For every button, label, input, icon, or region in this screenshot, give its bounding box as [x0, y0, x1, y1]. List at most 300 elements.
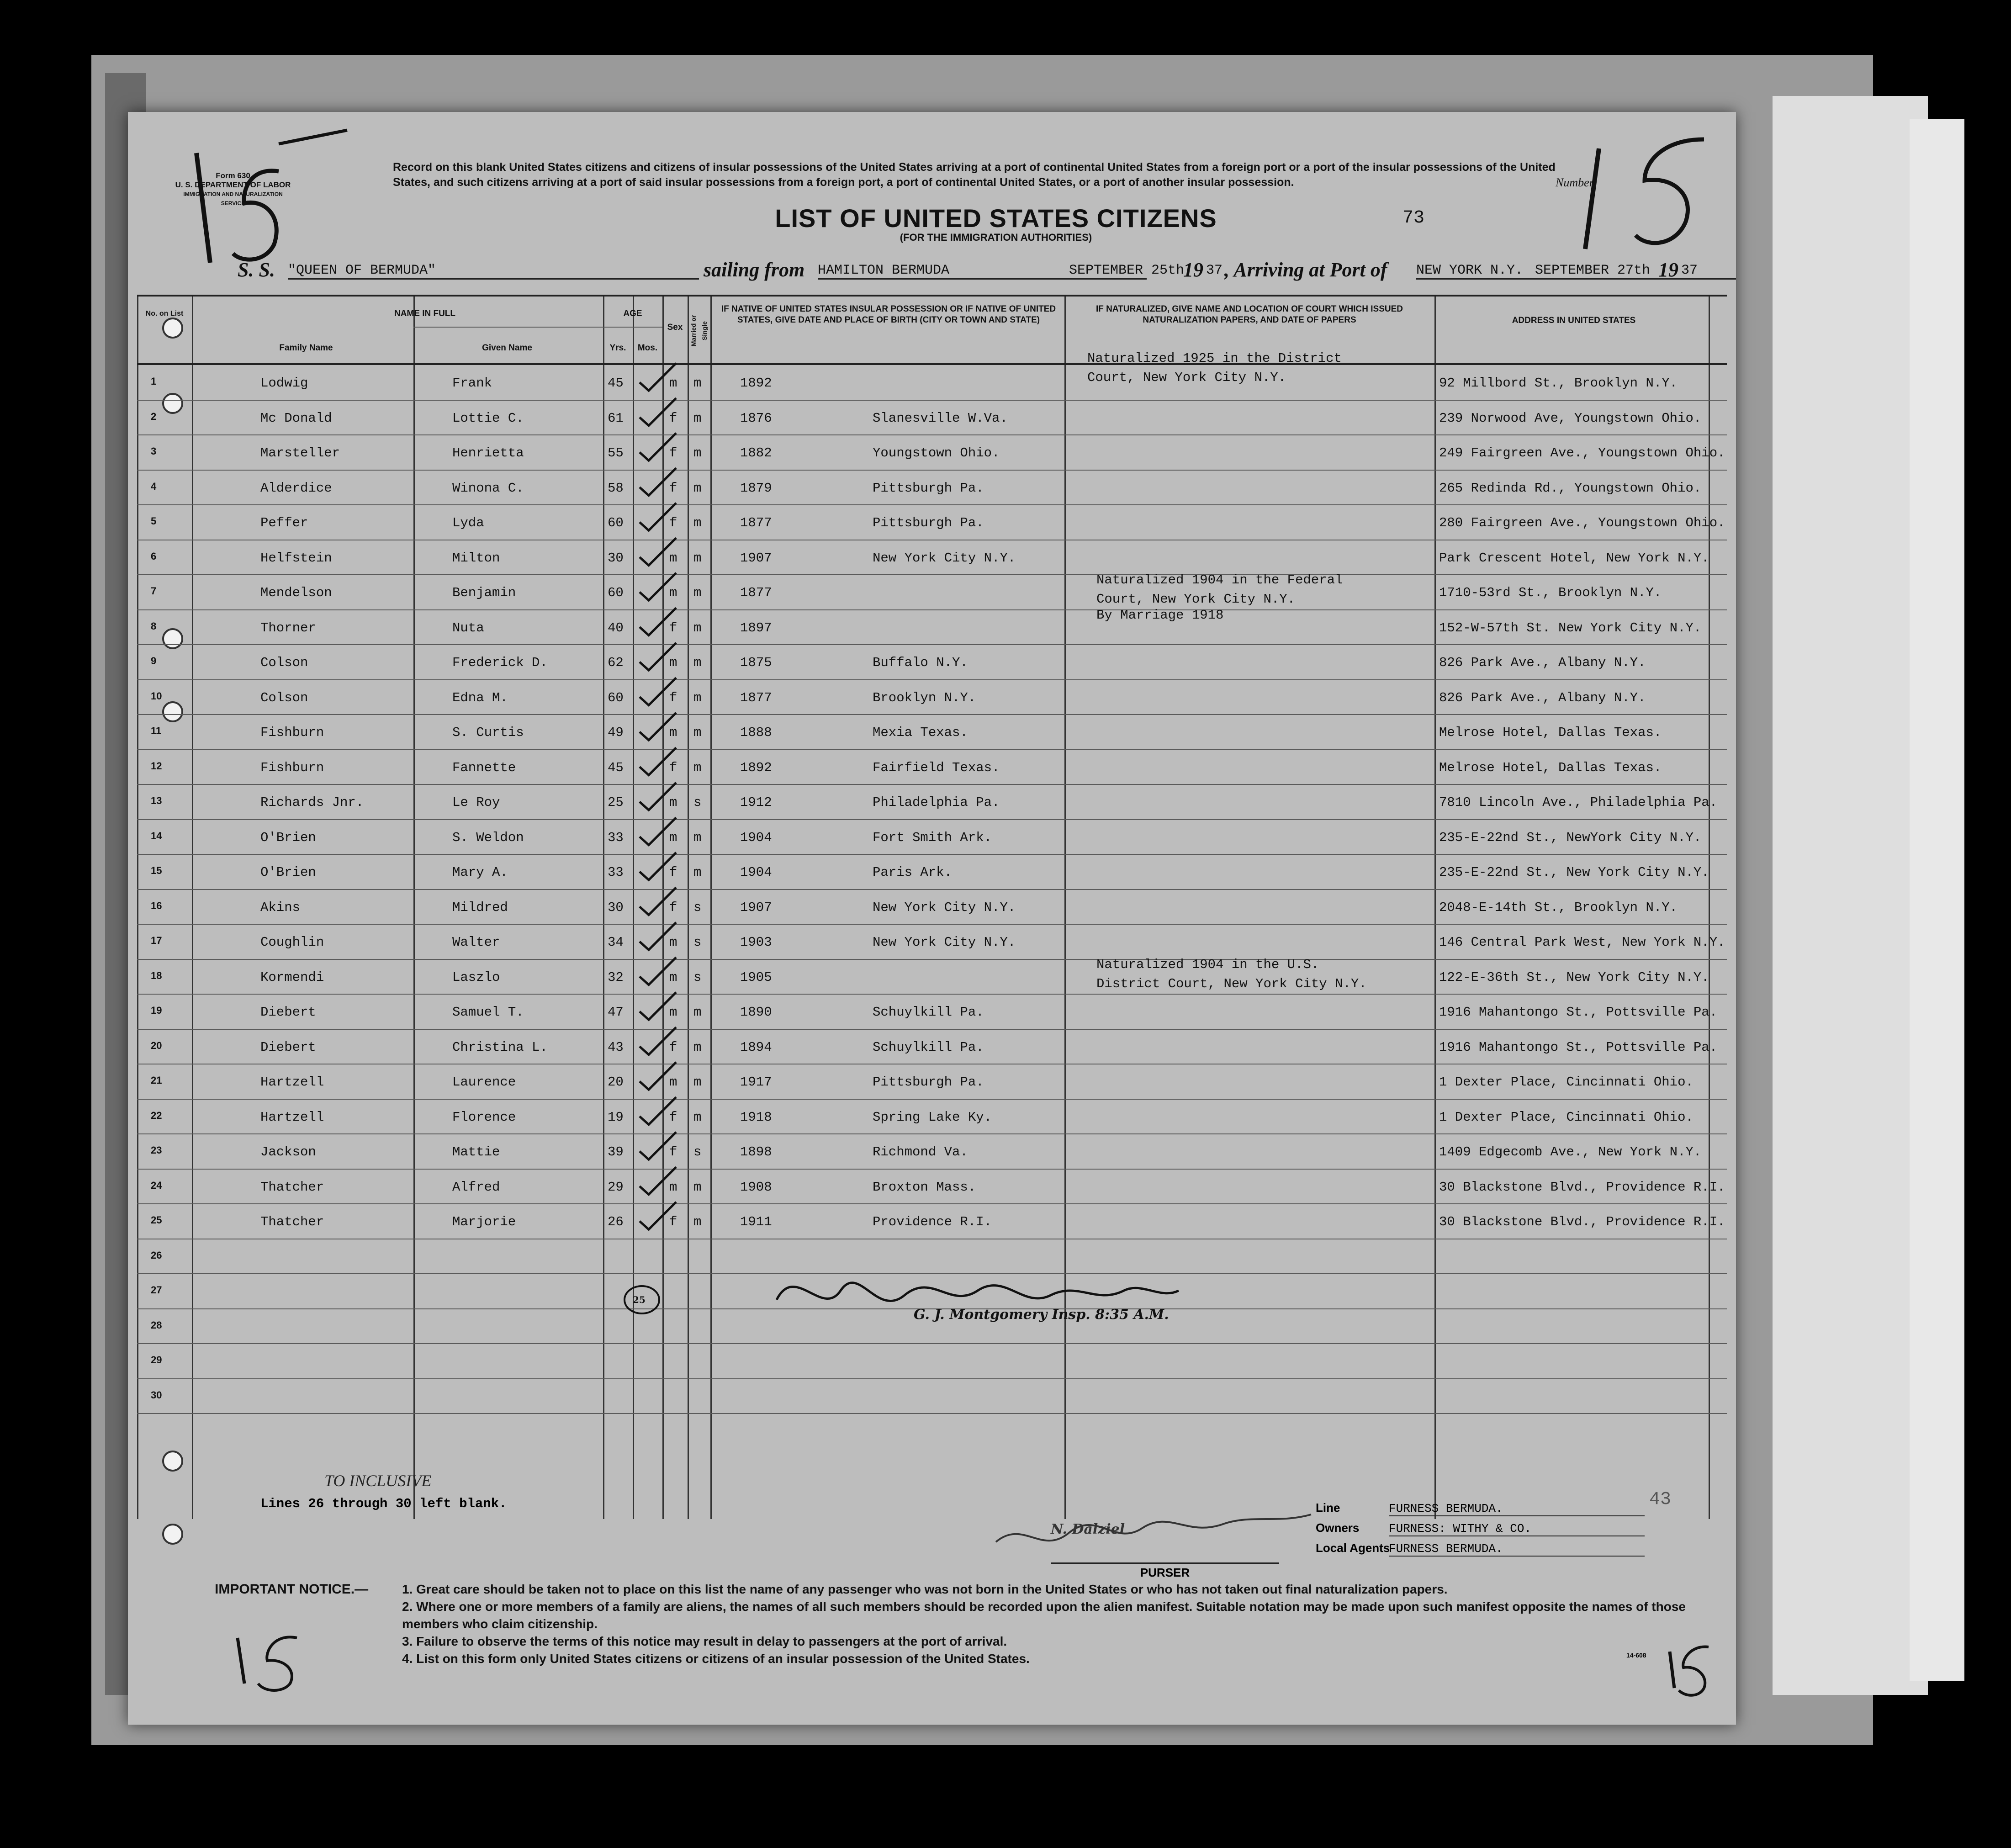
cell-ms: m [693, 1109, 702, 1125]
cell-sex: m [669, 1005, 677, 1020]
cell-year: 1892 [740, 760, 772, 775]
cell-address: 122-E-36th St., New York City N.Y. [1439, 969, 1709, 985]
pencil-number-stroke [233, 171, 279, 259]
col-header-family-name: Family Name [279, 343, 333, 353]
col-header-mos: Mos. [637, 343, 658, 353]
cell-address: 239 Norwood Ave, Youngstown Ohio. [1439, 410, 1702, 426]
cell-year: 1877 [740, 690, 772, 705]
cell-ms: m [693, 865, 702, 880]
cell-given: Winona C. [452, 480, 524, 496]
cell-family: Thatcher [260, 1179, 324, 1195]
form-code: 14-608 [1626, 1652, 1646, 1659]
cell-address: 1710-53rd St., Brooklyn N.Y. [1439, 585, 1662, 600]
cell-given: Walter [452, 935, 500, 950]
cell-year: 1904 [740, 830, 772, 845]
cell-place: Fort Smith Ark. [873, 830, 992, 845]
cell-ms: m [693, 1214, 702, 1229]
cell-family: Colson [260, 655, 308, 670]
cell-family: Thatcher [260, 1214, 324, 1229]
naturalization-note: Naturalized 1904 in the Federal Court, New York City N.Y. [1096, 572, 1343, 607]
cell-year: 1894 [740, 1039, 772, 1055]
cell-ms: m [693, 445, 702, 461]
cell-age: 30 [608, 900, 624, 915]
cell-place: Spring Lake Ky. [873, 1109, 992, 1125]
cell-age: 26 [608, 1214, 624, 1229]
cell-given: Marjorie [452, 1214, 516, 1229]
cell-place: Slanesville W.Va. [873, 410, 1008, 426]
page-title: LIST OF UNITED STATES CITIZENS [775, 204, 1217, 233]
cell-family: Colson [260, 690, 308, 705]
col-header-age: AGE [623, 309, 642, 318]
cell-family: Marsteller [260, 445, 340, 461]
cell-family: O'Brien [260, 830, 316, 845]
check-mark [640, 888, 676, 915]
departure-year: 37 [1206, 263, 1223, 278]
ship-name: "QUEEN OF BERMUDA" [288, 263, 699, 280]
cell-ms: m [693, 760, 702, 775]
check-mark [640, 818, 676, 845]
inspector-signature-text: G. J. Montgomery Insp. 8:35 A.M. [914, 1307, 1169, 1323]
purser-signature-text: N. Dalziel [1051, 1521, 1125, 1537]
service-name: IMMIGRATION AND NATURALIZATION SERVICE [183, 191, 283, 207]
number-label: Number [1556, 176, 1594, 189]
page-edge-right-outer [1910, 119, 1964, 1681]
pencil-number-stroke [196, 153, 210, 263]
arrival-date: SEPTEMBER 27th [1535, 263, 1651, 278]
cell-address: Melrose Hotel, Dallas Texas. [1439, 725, 1662, 740]
cell-family: Fishburn [260, 725, 324, 740]
cell-given: Mildred [452, 900, 508, 915]
purser-label: PURSER [1051, 1562, 1279, 1580]
cell-given: Mattie [452, 1144, 500, 1160]
pencil-number-stroke [1679, 1647, 1709, 1695]
cell-age: 45 [608, 376, 624, 391]
cell-year: 1877 [740, 515, 772, 530]
cell-sex: m [669, 830, 677, 845]
cell-no: 4 [151, 480, 157, 492]
cell-year: 1904 [740, 865, 772, 880]
cell-no: 30 [151, 1389, 162, 1401]
cell-sex: f [669, 690, 677, 705]
cell-no: 8 [151, 620, 157, 632]
cell-age: 19 [608, 1109, 624, 1125]
col-header-no: No. on List [145, 310, 184, 318]
cell-place: Broxton Mass. [873, 1179, 976, 1195]
cell-no: 12 [151, 760, 162, 772]
cell-address: 280 Fairgreen Ave., Youngstown Ohio. [1439, 515, 1725, 530]
pencil-number-stroke [1585, 148, 1599, 249]
cell-sex: f [669, 480, 677, 496]
ss-label: S. S. [238, 259, 275, 281]
cell-year: 1908 [740, 1179, 772, 1195]
cell-age: 61 [608, 410, 624, 426]
cell-given: Milton [452, 550, 500, 566]
cell-age: 43 [608, 1039, 624, 1055]
cell-no: 21 [151, 1075, 162, 1086]
pencil-number-stroke [1670, 1652, 1674, 1688]
cell-no: 29 [151, 1354, 162, 1366]
inspector-signature-stroke [777, 1283, 1179, 1301]
pencil-number-stroke [1635, 139, 1704, 243]
check-mark [640, 1167, 676, 1195]
cell-address: Melrose Hotel, Dallas Texas. [1439, 760, 1662, 775]
cell-address: 1 Dexter Place, Cincinnati Ohio. [1439, 1109, 1693, 1125]
cell-family: O'Brien [260, 865, 316, 880]
cell-ms: m [693, 655, 702, 670]
col-header-given-name: Given Name [482, 343, 532, 353]
cell-place: Brooklyn N.Y. [873, 690, 976, 705]
cell-no: 1 [151, 376, 157, 387]
cell-address: 235-E-22nd St., New York City N.Y. [1439, 865, 1709, 880]
cell-given: Le Roy [452, 795, 500, 810]
cell-sex: f [669, 1109, 677, 1125]
agents-label: Local Agents [1316, 1541, 1390, 1555]
check-mark [640, 573, 676, 600]
cell-year: 1898 [740, 1144, 772, 1160]
cell-year: 1905 [740, 969, 772, 985]
cell-ms: m [693, 410, 702, 426]
check-mark [640, 608, 676, 635]
cell-family: Thorner [260, 620, 316, 635]
check-mark [640, 922, 676, 950]
owners-value: FURNESS: WITHY & CO. [1389, 1522, 1645, 1536]
cell-address: 146 Central Park West, New York N.Y. [1439, 935, 1725, 950]
cell-no: 13 [151, 795, 162, 806]
cell-address: 265 Redinda Rd., Youngstown Ohio. [1439, 480, 1702, 496]
cell-sex: m [669, 376, 677, 391]
cell-place: Fairfield Texas. [873, 760, 1000, 775]
cell-address: 235-E-22nd St., NewYork City N.Y. [1439, 830, 1702, 845]
cell-family: Akins [260, 900, 301, 915]
cell-family: Richards Jnr. [260, 795, 364, 810]
cell-year: 1897 [740, 620, 772, 635]
cell-age: 45 [608, 760, 624, 775]
cell-no: 3 [151, 445, 157, 457]
cell-age: 30 [608, 550, 624, 566]
cell-given: Nuta [452, 620, 484, 635]
cell-given: S. Weldon [452, 830, 524, 845]
cell-family: Helfstein [260, 550, 332, 566]
cell-age: 39 [608, 1144, 624, 1160]
cell-family: Kormendi [260, 969, 324, 985]
check-mark [640, 398, 676, 426]
stamp-number: 43 [1649, 1489, 1672, 1510]
cell-sex: f [669, 1039, 677, 1055]
cell-address: 2048-E-14th St., Brooklyn N.Y. [1439, 900, 1678, 915]
check-mark [640, 643, 676, 670]
arrival-year: 37 [1681, 263, 1698, 278]
cell-no: 11 [151, 725, 162, 736]
cell-no: 6 [151, 550, 157, 562]
cell-no: 2 [151, 410, 157, 422]
cell-sex: m [669, 725, 677, 740]
page-number: 73 [1402, 208, 1425, 228]
arrival-port: NEW YORK N.Y. [1416, 263, 1736, 280]
col-header-married: Married or Single [690, 315, 708, 347]
cell-no: 25 [151, 1214, 162, 1226]
cell-year: 1875 [740, 655, 772, 670]
check-mark [640, 783, 676, 810]
cell-age: 60 [608, 515, 624, 530]
purser-signature-stroke [996, 1514, 1311, 1542]
cell-given: Laurence [452, 1075, 516, 1090]
cell-address: 30 Blackstone Blvd., Providence R.I. [1439, 1214, 1725, 1229]
cell-place: Schuylkill Pa. [873, 1039, 984, 1055]
col-header-yrs: Yrs. [609, 343, 626, 353]
cell-ms: m [693, 1039, 702, 1055]
cell-ms: s [693, 795, 702, 810]
cell-ms: m [693, 480, 702, 496]
cell-given: Alfred [452, 1179, 500, 1195]
cell-given: Benjamin [452, 585, 516, 600]
departure-port: HAMILTON BERMUDA [818, 263, 1147, 280]
cell-ms: m [693, 690, 702, 705]
pencil-number-stroke [279, 130, 347, 144]
cell-given: Lottie C. [452, 410, 524, 426]
manifest-sheet [128, 112, 1736, 1725]
cell-place: Buffalo N.Y. [873, 655, 968, 670]
check-mark [640, 1132, 676, 1160]
cell-given: Samuel T. [452, 1005, 524, 1020]
blank-lines-note: Lines 26 through 30 left blank. [260, 1496, 507, 1511]
cell-sex: m [669, 655, 677, 670]
cell-family: Mc Donald [260, 410, 332, 426]
cell-no: 24 [151, 1179, 162, 1191]
cell-family: Fishburn [260, 760, 324, 775]
check-mark [640, 1027, 676, 1055]
cell-address: 152-W-57th St. New York City N.Y. [1439, 620, 1702, 635]
cell-place: Youngstown Ohio. [873, 445, 1000, 461]
check-mark [640, 853, 676, 880]
cell-given: Lyda [452, 515, 484, 530]
cell-year: 1918 [740, 1109, 772, 1125]
line-label: Line [1316, 1501, 1340, 1514]
check-mark [640, 1202, 676, 1229]
cell-ms: m [693, 585, 702, 600]
cell-age: 60 [608, 690, 624, 705]
cell-given: Christina L. [452, 1039, 548, 1055]
cell-address: 92 Millbord St., Brooklyn N.Y. [1439, 376, 1678, 391]
cell-given: Fannette [452, 760, 516, 775]
blank-lines-correction: TO INCLUSIVE [324, 1472, 432, 1490]
cell-year: 1877 [740, 585, 772, 600]
check-mark [640, 363, 676, 391]
cell-year: 1890 [740, 1005, 772, 1020]
cell-address: 30 Blackstone Blvd., Providence R.I. [1439, 1179, 1725, 1195]
cell-no: 16 [151, 900, 162, 911]
check-mark [640, 1097, 676, 1125]
line-value: FURNESS BERMUDA. [1389, 1502, 1645, 1516]
cell-given: Frederick D. [452, 655, 548, 670]
cell-family: Jackson [260, 1144, 316, 1160]
cell-ms: m [693, 1179, 702, 1195]
cell-sex: f [669, 760, 677, 775]
cell-ms: s [693, 935, 702, 950]
cell-family: Diebert [260, 1039, 316, 1055]
cell-family: Diebert [260, 1005, 316, 1020]
cell-no: 27 [151, 1284, 162, 1296]
cell-place: Schuylkill Pa. [873, 1005, 984, 1020]
cell-year: 1907 [740, 550, 772, 566]
cell-place: New York City N.Y. [873, 935, 1016, 950]
cell-year: 1892 [740, 376, 772, 391]
col-header-native: IF NATIVE OF UNITED STATES INSULAR POSSESSION OR IF NATIVE OF UNITED STATES, GIVE DATE AND PLACE OF BIRTH (CITY OR TOWN AND STATE) [721, 304, 1056, 325]
cell-no: 18 [151, 969, 162, 981]
cell-ms: m [693, 1075, 702, 1090]
cell-family: Peffer [260, 515, 308, 530]
cell-no: 28 [151, 1319, 162, 1331]
cell-no: 14 [151, 830, 162, 842]
check-mark [640, 433, 676, 461]
cell-sex: m [669, 1179, 677, 1195]
cell-year: 1882 [740, 445, 772, 461]
cell-sex: f [669, 515, 677, 530]
cell-family: Alderdice [260, 480, 332, 496]
check-mark [640, 958, 676, 985]
cell-ms: s [693, 1144, 702, 1160]
cell-age: 33 [608, 865, 624, 880]
cell-place: Pittsburgh Pa. [873, 1075, 984, 1090]
arrival-year-prefix: 19 [1658, 259, 1678, 281]
notice-item: 4. List on this form only United States citizens or citizens of an insular possession of the United States. [402, 1652, 1030, 1666]
cell-place: New York City N.Y. [873, 900, 1016, 915]
cell-place: Paris Ark. [873, 865, 953, 880]
cell-age: 55 [608, 445, 624, 461]
naturalization-note: Naturalized 1904 in the U.S. District Court, New York City N.Y. [1096, 957, 1367, 991]
cell-year: 1879 [740, 480, 772, 496]
cell-age: 47 [608, 1005, 624, 1020]
sailing-label: sailing from [704, 259, 805, 281]
cell-no: 19 [151, 1005, 162, 1016]
cell-address: 1409 Edgecomb Ave., New York N.Y. [1439, 1144, 1702, 1160]
cell-ms: m [693, 830, 702, 845]
cell-year: 1911 [740, 1214, 772, 1229]
cell-age: 34 [608, 935, 624, 950]
pencil-number-stroke [258, 1637, 297, 1690]
cell-no: 5 [151, 515, 157, 527]
check-mark [640, 503, 676, 530]
cell-age: 40 [608, 620, 624, 635]
cell-sex: f [669, 900, 677, 915]
cell-age: 29 [608, 1179, 624, 1195]
cell-place: Pittsburgh Pa. [873, 515, 984, 530]
cell-given: Laszlo [452, 969, 500, 985]
notice-item: 1. Great care should be taken not to place on this list the name of any passenger who was not born in the United States or who has not taken out final naturalization papers. [402, 1582, 1448, 1596]
instructions-text: Record on this blank United States citizens and citizens of insular possessions of the United States arriving at a port of continental United States from a foreign port or a port of the insular possessions of the United States, and such citizens arriving at a port of said insular possessions from a foreign port, a port of continental United States, or a port of another insular possession. [393, 161, 1556, 189]
cell-year: 1912 [740, 795, 772, 810]
naturalization-note: By Marriage 1918 [1096, 607, 1224, 623]
cell-year: 1876 [740, 410, 772, 426]
col-header-name: NAME IN FULL [394, 309, 456, 318]
cell-ms: s [693, 900, 702, 915]
cell-no: 22 [151, 1109, 162, 1121]
cell-age: 62 [608, 655, 624, 670]
cell-sex: m [669, 1075, 677, 1090]
cell-place: New York City N.Y. [873, 550, 1016, 566]
cell-sex: f [669, 1144, 677, 1160]
notice-item: 3. Failure to observe the terms of this notice may result in delay to passengers at the port of arrival. [402, 1634, 1007, 1648]
cell-sex: f [669, 410, 677, 426]
cell-sex: m [669, 585, 677, 600]
form-number: Form 630 [216, 171, 250, 180]
cell-sex: m [669, 969, 677, 985]
cell-no: 10 [151, 690, 162, 702]
cell-sex: f [669, 865, 677, 880]
cell-address: 826 Park Ave., Albany N.Y. [1439, 690, 1646, 705]
handwriting-overlay [128, 112, 1736, 1725]
cell-place: Mexia Texas. [873, 725, 968, 740]
cell-year: 1917 [740, 1075, 772, 1090]
cell-year: 1903 [740, 935, 772, 950]
cell-ms: m [693, 376, 702, 391]
cell-address: 7810 Lincoln Ave., Philadelphia Pa. [1439, 795, 1718, 810]
cell-year: 1888 [740, 725, 772, 740]
cell-ms: s [693, 969, 702, 985]
cell-no: 15 [151, 865, 162, 876]
cell-given: Edna M. [452, 690, 508, 705]
check-mark [640, 992, 676, 1020]
cell-family: Coughlin [260, 935, 324, 950]
cell-family: Hartzell [260, 1075, 324, 1090]
cell-address: Park Crescent Hotel, New York N.Y. [1439, 550, 1709, 566]
cell-sex: f [669, 445, 677, 461]
cell-given: Florence [452, 1109, 516, 1125]
cell-given: Frank [452, 376, 492, 391]
cell-address: 1 Dexter Place, Cincinnati Ohio. [1439, 1075, 1693, 1090]
cell-no: 7 [151, 585, 157, 597]
cell-no: 20 [151, 1039, 162, 1051]
check-marks [640, 363, 676, 1229]
cell-place: Providence R.I. [873, 1214, 992, 1229]
cell-family: Lodwig [260, 376, 308, 391]
cell-ms: m [693, 620, 702, 635]
cell-age: 32 [608, 969, 624, 985]
check-mark [640, 713, 676, 740]
page-edge-right [1773, 96, 1928, 1695]
cell-sex: f [669, 1214, 677, 1229]
cell-place: Richmond Va. [873, 1144, 968, 1160]
check-mark [640, 1062, 676, 1090]
notice-lead: IMPORTANT NOTICE.— [215, 1582, 369, 1597]
cell-place: Philadelphia Pa. [873, 795, 1000, 810]
page-subtitle: (FOR THE IMMIGRATION AUTHORITIES) [900, 232, 1092, 243]
cell-no: 17 [151, 935, 162, 946]
department-name: U. S. DEPARTMENT OF LABOR [175, 180, 291, 189]
circled-total: 25 [633, 1294, 646, 1305]
cell-ms: m [693, 725, 702, 740]
arriving-label: , Arriving at Port of [1224, 259, 1387, 281]
cell-sex: m [669, 550, 677, 566]
cell-given: S. Curtis [452, 725, 524, 740]
cell-no: 23 [151, 1144, 162, 1156]
cell-year: 1907 [740, 900, 772, 915]
check-mark [640, 468, 676, 496]
cell-ms: m [693, 550, 702, 566]
check-mark [640, 678, 676, 705]
cell-ms: m [693, 1005, 702, 1020]
departure-year-prefix: 19 [1183, 259, 1203, 281]
col-header-naturalized: IF NATURALIZED, GIVE NAME AND LOCATION OF COURT WHICH ISSUED NATURALIZATION PAPERS, AND DATE OF PAPERS [1095, 304, 1403, 325]
cell-sex: m [669, 795, 677, 810]
cell-sex: f [669, 620, 677, 635]
cell-age: 49 [608, 725, 624, 740]
col-header-address: ADDRESS IN UNITED STATES [1512, 316, 1636, 325]
cell-age: 20 [608, 1075, 624, 1090]
cell-age: 60 [608, 585, 624, 600]
naturalization-note: Naturalized 1925 in the District Court, New York City N.Y. [1087, 351, 1342, 385]
pencil-number-stroke [238, 1638, 244, 1684]
cell-address: 1916 Mahantongo St., Pottsville Pa. [1439, 1005, 1718, 1020]
